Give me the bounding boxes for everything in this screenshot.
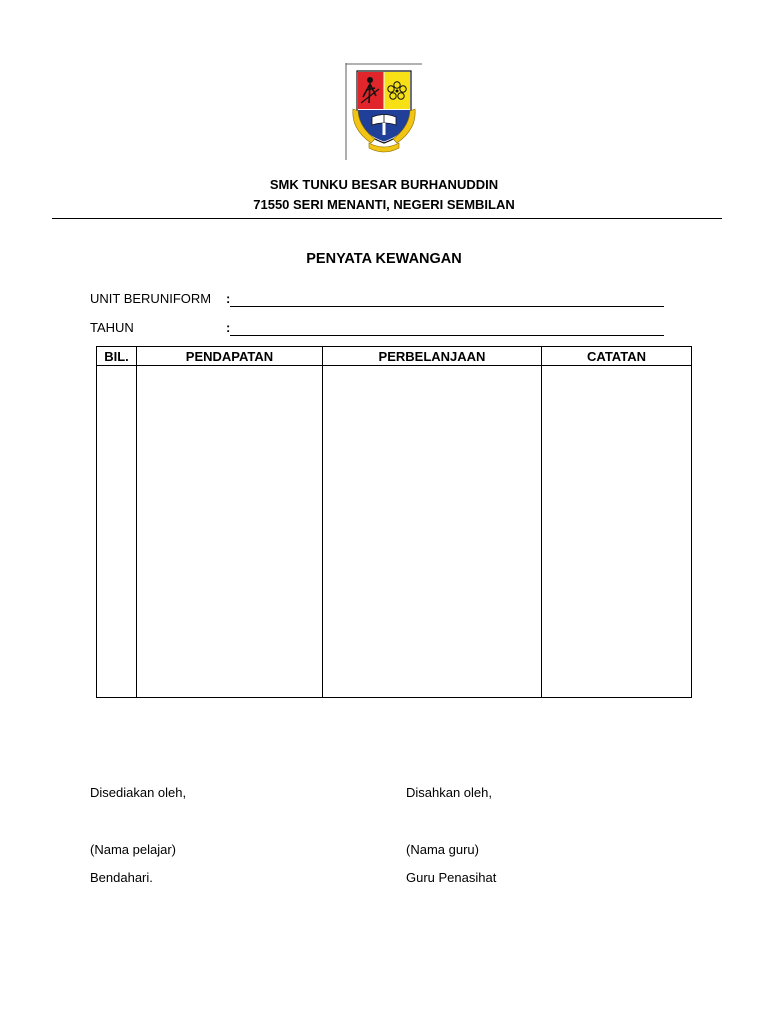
field-colon: :	[226, 291, 231, 306]
field-label: UNIT BERUNIFORM	[90, 291, 212, 306]
table-cell-perbelanjaan	[323, 366, 542, 698]
column-header-bil: BIL.	[97, 347, 137, 366]
field-blank-line[interactable]	[230, 335, 664, 336]
column-header-perbelanjaan: PERBELANJAAN	[323, 347, 542, 366]
prepared-by-name: (Nama pelajar)	[90, 842, 176, 857]
column-header-pendapatan: PENDAPATAN	[137, 347, 323, 366]
school-crest-icon	[345, 63, 423, 160]
table-header-row	[97, 347, 692, 366]
table-row	[97, 366, 692, 698]
field-blank-line[interactable]	[230, 306, 664, 307]
school-address: 71550 SERI MENANTI, NEGERI SEMBILAN	[253, 197, 515, 212]
verified-by-role: Guru Penasihat	[406, 870, 497, 885]
field-label: TAHUN	[90, 320, 134, 335]
table-cell-bil	[97, 366, 137, 698]
verified-by-name: (Nama guru)	[406, 842, 479, 857]
table-cell-pendapatan	[137, 366, 323, 698]
header-divider	[52, 218, 722, 219]
financial-statement-table	[96, 346, 692, 698]
prepared-by-caption: Disediakan oleh,	[90, 785, 187, 800]
prepared-by-role: Bendahari.	[90, 870, 153, 885]
column-header-catatan: CATATAN	[542, 347, 692, 366]
verified-by-caption: Disahkan oleh,	[406, 785, 492, 800]
document-title: PENYATA KEWANGAN	[306, 251, 462, 267]
school-name: SMK TUNKU BESAR BURHANUDDIN	[269, 177, 499, 192]
field-colon: :	[226, 320, 231, 335]
table-cell-catatan	[542, 366, 692, 698]
